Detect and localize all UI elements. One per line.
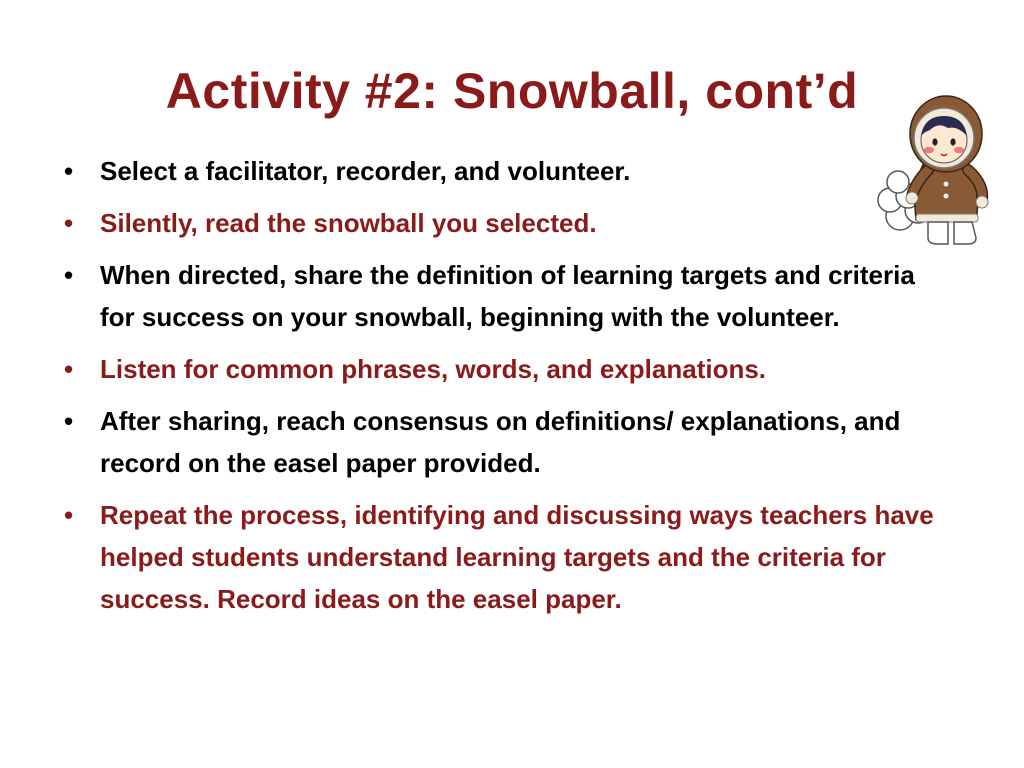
bullet-marker: • [64, 354, 74, 384]
bullet-marker: • [64, 208, 74, 238]
bullet-list [64, 150, 954, 630]
list-item [64, 254, 954, 338]
list-item [64, 400, 954, 484]
list-item [64, 150, 954, 192]
bullet-text: Silently, read the snowball you selected. [100, 208, 597, 238]
bullet-marker: • [64, 156, 74, 186]
bullet-marker: • [64, 500, 74, 530]
list-item [64, 348, 954, 390]
bullet-text: After sharing, reach consensus on definitions/ explanations, and record on the easel paper provided. [100, 406, 901, 478]
bullet-marker: • [64, 406, 74, 436]
list-item [64, 202, 954, 244]
list-item [64, 494, 954, 620]
bullet-text: Select a facilitator, recorder, and volunteer. [100, 156, 631, 186]
bullet-marker: • [64, 260, 74, 290]
bullet-text: Listen for common phrases, words, and explanations. [100, 354, 767, 384]
bullet-text: When directed, share the definition of learning targets and criteria for success on your snowball, beginning with the volunteer. [100, 260, 915, 332]
bullet-text: Repeat the process, identifying and discussing ways teachers have helped students understand learning targets and the criteria for success. Record ideas on the easel paper. [100, 500, 934, 614]
slide-title: Activity #2: Snowball, cont’d [165, 63, 859, 119]
